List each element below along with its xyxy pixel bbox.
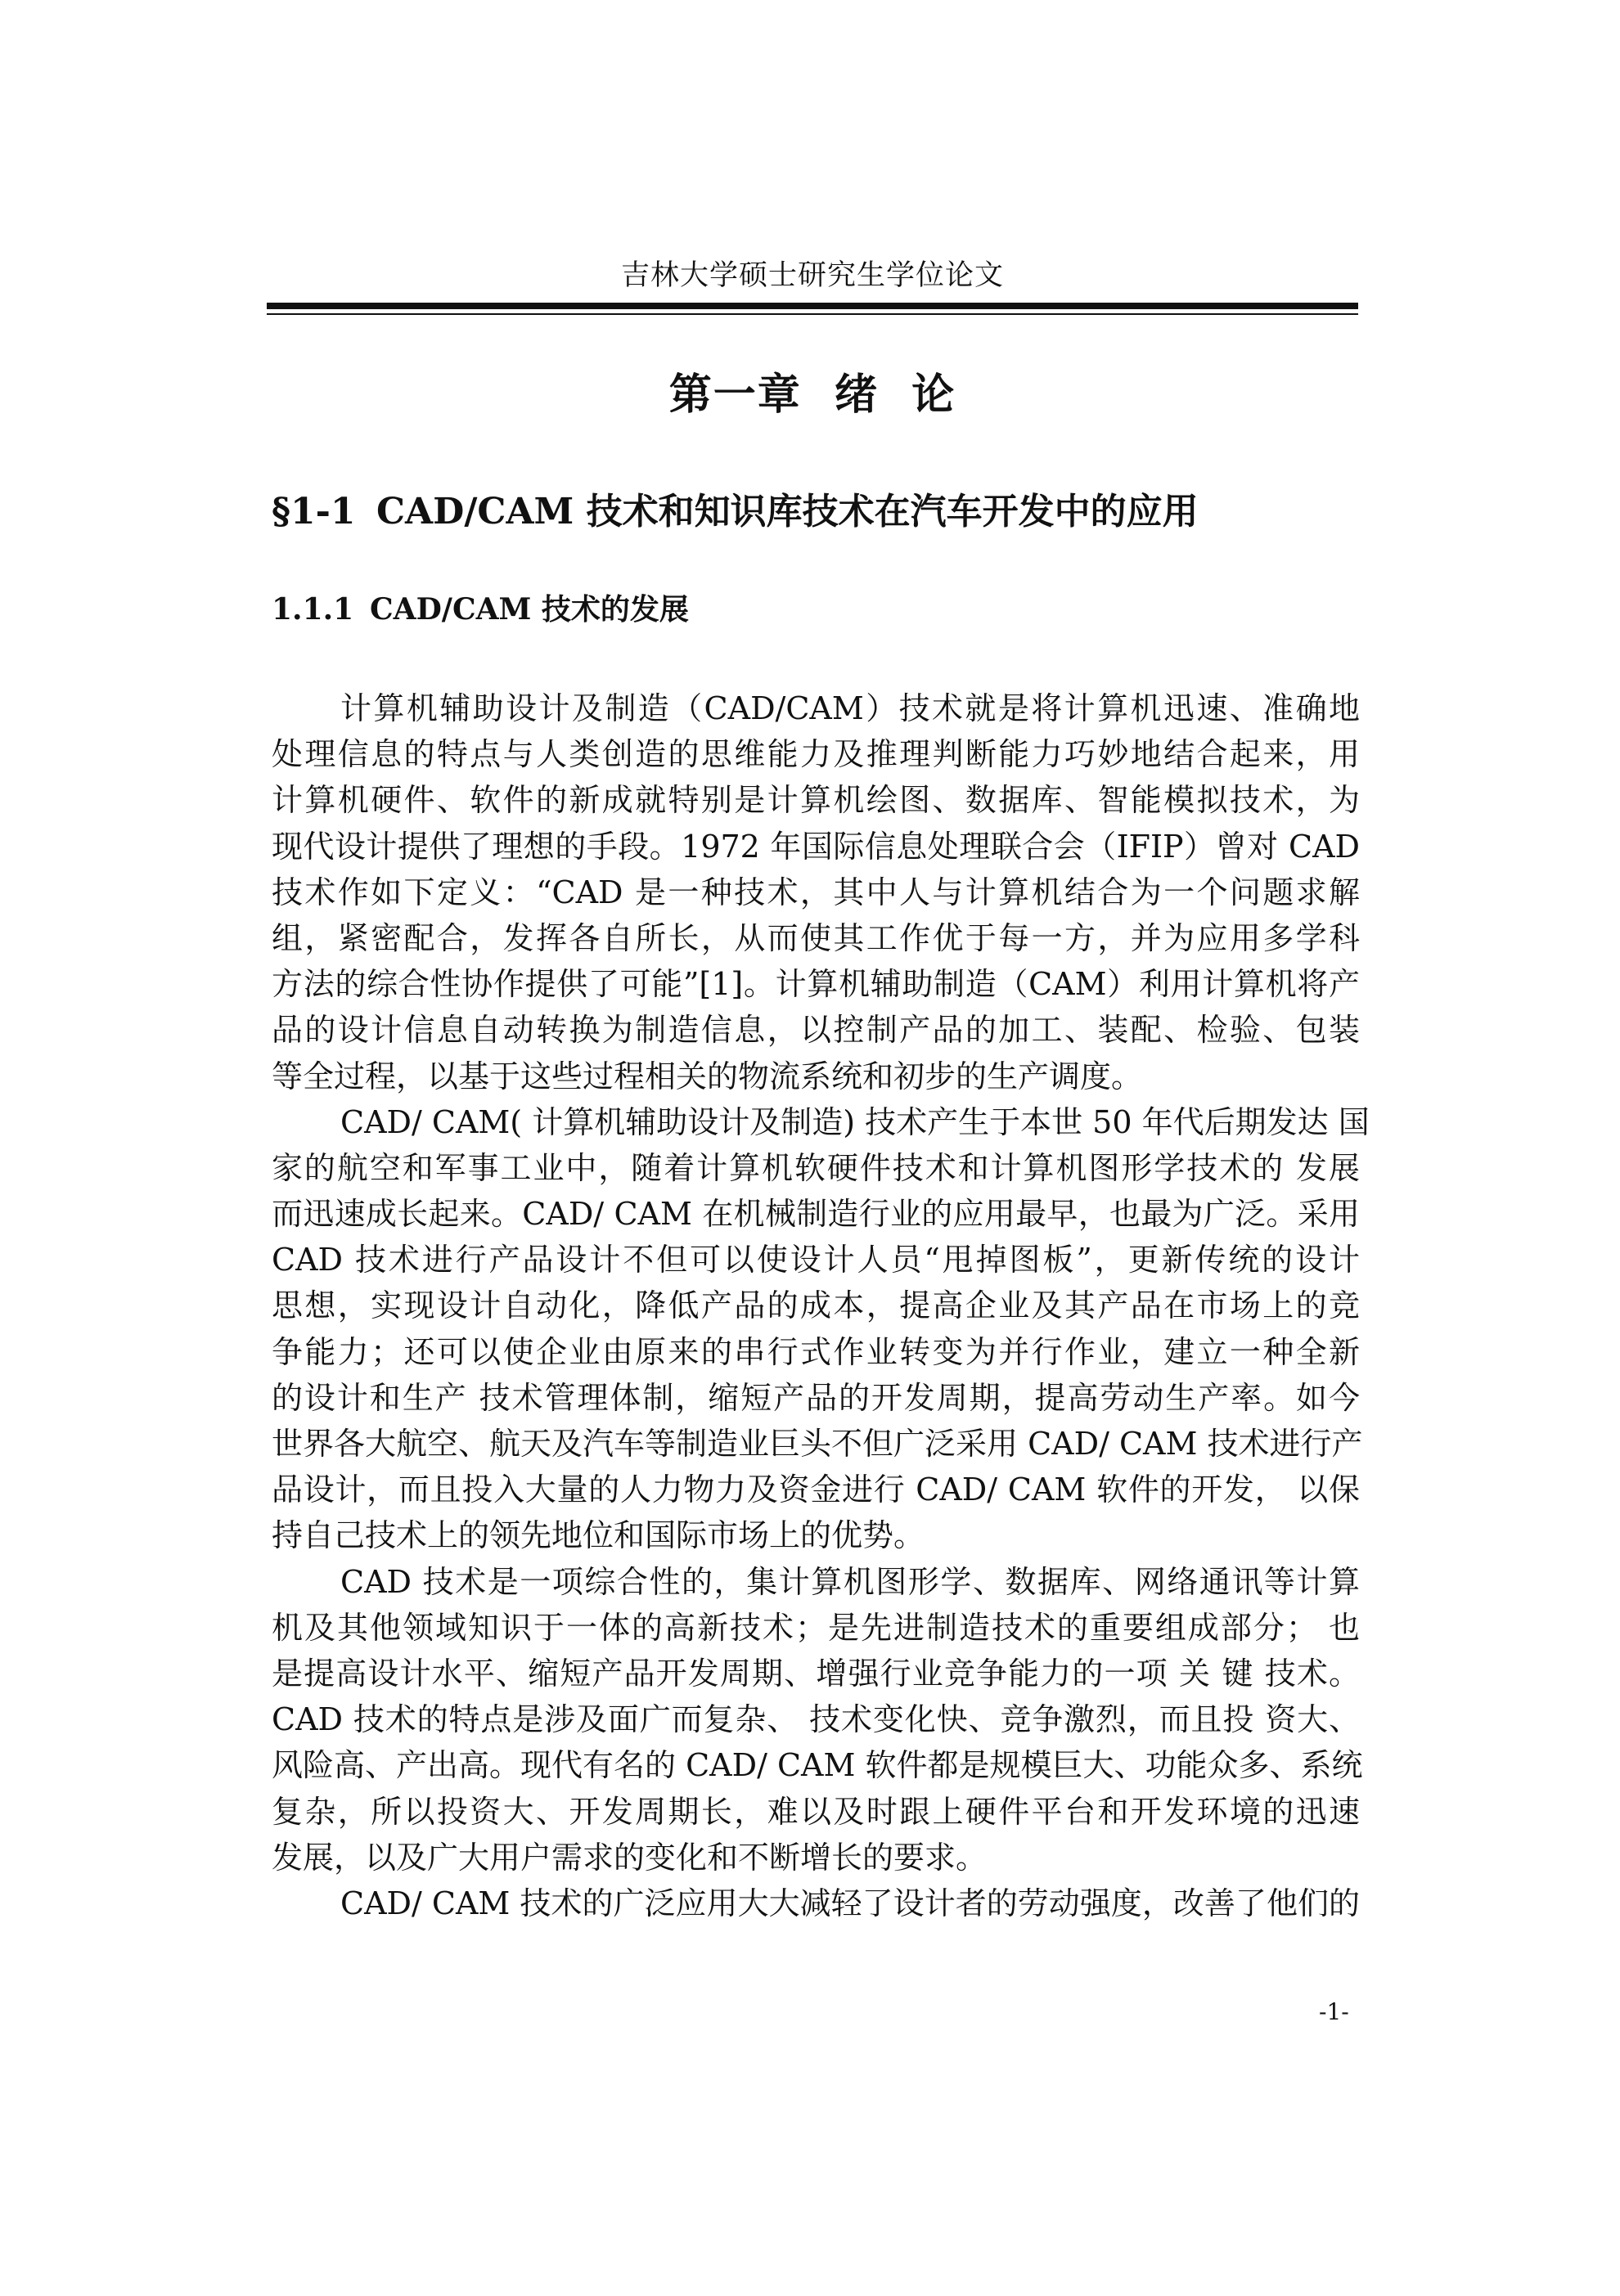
body-line: 品设计，而且投入大量的人力物力及资金进行 CAD/ CAM 软件的开发， 以保 bbox=[272, 1472, 1360, 1508]
body-line: 的设计和生产 技术管理体制，缩短产品的开发周期，提高劳动生产率。如今 bbox=[272, 1379, 1360, 1416]
subsection-title: CAD/CAM 技术的发展 bbox=[370, 592, 689, 627]
body-line: 思想，实现设计自动化，降低产品的成本，提高企业及其产品在市场上的竞 bbox=[272, 1287, 1360, 1324]
body-line: 持自己技术上的领先地位和国际市场上的优势。 bbox=[272, 1517, 925, 1554]
body-line: 计算机硬件、软件的新成就特别是计算机绘图、数据库、智能模拟技术，为 bbox=[272, 782, 1360, 819]
body-line: 家的航空和军事工业中，随着计算机软硬件技术和计算机图形学技术的 发展 bbox=[272, 1149, 1360, 1186]
subsection-number: 1.1.1 bbox=[272, 592, 354, 627]
body-line: 世界各大航空、航天及汽车等制造业巨头不但广泛采用 CAD/ CAM 技术进行产 bbox=[272, 1426, 1363, 1462]
body-line: 风险高、产出高。现代有名的 CAD/ CAM 软件都是规模巨大、功能众多、系统 bbox=[272, 1747, 1363, 1784]
body-line: 而迅速成长起来。CAD/ CAM 在机械制造行业的应用最早，也最为广泛。采用 bbox=[272, 1196, 1360, 1233]
body-line: 复杂，所以投资大、开发周期长，难以及时跟上硬件平台和开发环境的迅速 bbox=[272, 1793, 1360, 1830]
page-number: -1- bbox=[1319, 1998, 1349, 2025]
section-number: §1-1 bbox=[272, 491, 356, 532]
header-rule-thick bbox=[267, 303, 1358, 309]
running-title: 吉林大学硕士研究生学位论文 bbox=[620, 259, 1004, 292]
body-line: 等全过程，以基于这些过程相关的物流系统和初步的生产调度。 bbox=[272, 1058, 1143, 1094]
body-line: CAD 技术是一项综合性的，集计算机图形学、数据库、网络通讯等计算 bbox=[340, 1563, 1360, 1600]
body-line: CAD/ CAM 技术的广泛应用大大减轻了设计者的劳动强度，改善了他们的 bbox=[340, 1885, 1360, 1921]
header-rule-thin bbox=[267, 313, 1358, 315]
body-line: 计算机辅助设计及制造（CAD/CAM）技术就是将计算机迅速、准确地 bbox=[340, 690, 1360, 726]
body-line: 方法的综合性协作提供了可能”[1]。计算机辅助制造（CAM）利用计算机将产 bbox=[272, 966, 1360, 1003]
body-line: 技术作如下定义：“CAD 是一种技术，其中人与计算机结合为一个问题求解 bbox=[272, 874, 1360, 910]
body-line: 是提高设计水平、缩短产品开发周期、增强行业竞争能力的一项 关 键 技术。 bbox=[272, 1655, 1360, 1692]
body-line: 争能力；还可以使企业由原来的串行式作业转变为并行作业，建立一种全新 bbox=[272, 1333, 1360, 1370]
body-text bbox=[272, 685, 1370, 1926]
body-line: CAD 技术的特点是涉及面广而复杂、 技术变化快、竞争激烈，而且投 资大、 bbox=[272, 1701, 1360, 1738]
section-heading bbox=[272, 488, 1199, 537]
body-line: 处理信息的特点与人类创造的思维能力及推理判断能力巧妙地结合起来，用 bbox=[272, 736, 1360, 773]
body-line: CAD 技术进行产品设计不但可以使设计人员“甩掉图板”，更新传统的设计 bbox=[272, 1242, 1360, 1278]
body-line: 组，紧密配合，发挥各自所长，从而使其工作优于每一方，并为应用多学科 bbox=[272, 919, 1360, 956]
body-line: 发展，以及广大用户需求的变化和不断增长的要求。 bbox=[272, 1839, 988, 1876]
body-line: 现代设计提供了理想的手段。1972 年国际信息处理联合会（IFIP）曾对 CAD bbox=[272, 828, 1360, 865]
body-line: 品的设计信息自动转换为制造信息，以控制产品的加工、装配、检验、包装 bbox=[272, 1012, 1360, 1049]
body-line: 机及其他领域知识于一体的高新技术；是先进制造技术的重要组成部分； 也 bbox=[272, 1609, 1360, 1646]
subsection-heading bbox=[272, 589, 689, 630]
section-title: CAD/CAM 技术和知识库技术在汽车开发中的应用 bbox=[376, 491, 1199, 532]
body-line: CAD/ CAM( 计算机辅助设计及制造) 技术产生于本世 50 年代后期发达 国 bbox=[340, 1103, 1370, 1140]
chapter-title: 第一章 绪 论 bbox=[668, 370, 956, 420]
